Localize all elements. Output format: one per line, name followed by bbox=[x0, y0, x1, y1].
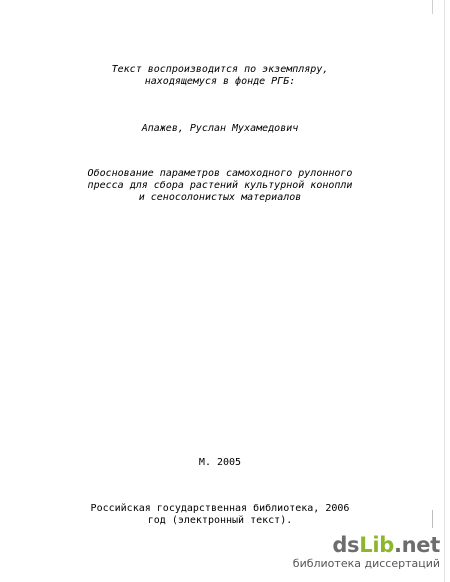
dslib-watermark[interactable] bbox=[293, 534, 440, 570]
scan-edge-top bbox=[432, 0, 433, 14]
scan-edge-right bbox=[444, 0, 445, 582]
dissertation-title-line-1: Обоснование параметров самоходного рулонного bbox=[87, 168, 353, 179]
place-and-year: М. 2005 bbox=[198, 457, 242, 468]
library-notice-line-1: Российская государственная библиотека, 2006 bbox=[90, 503, 350, 514]
logo-lib-part: Lib bbox=[359, 533, 394, 557]
author-name: Апажев, Руслан Мухамедович bbox=[141, 123, 299, 134]
dissertation-title-line-2: пресса для сбора растений культурной конопли bbox=[87, 180, 353, 191]
dissertation-title-line-3: и сеносолонистых материалов bbox=[138, 192, 302, 203]
logo-ds-part: ds bbox=[332, 533, 360, 557]
watermark-subtitle: библиотека диссертаций bbox=[292, 557, 440, 570]
logo-net-part: .net bbox=[393, 533, 440, 557]
scan-edge-mark bbox=[432, 510, 433, 528]
reproduction-notice-line-2: находящемуся в фонде РГБ: bbox=[144, 76, 296, 87]
reproduction-notice-line-1: Текст воспроизводится по экземпляру, bbox=[111, 64, 329, 75]
library-notice-line-2: год (электронный текст). bbox=[147, 515, 293, 526]
dslib-logo bbox=[293, 534, 440, 556]
